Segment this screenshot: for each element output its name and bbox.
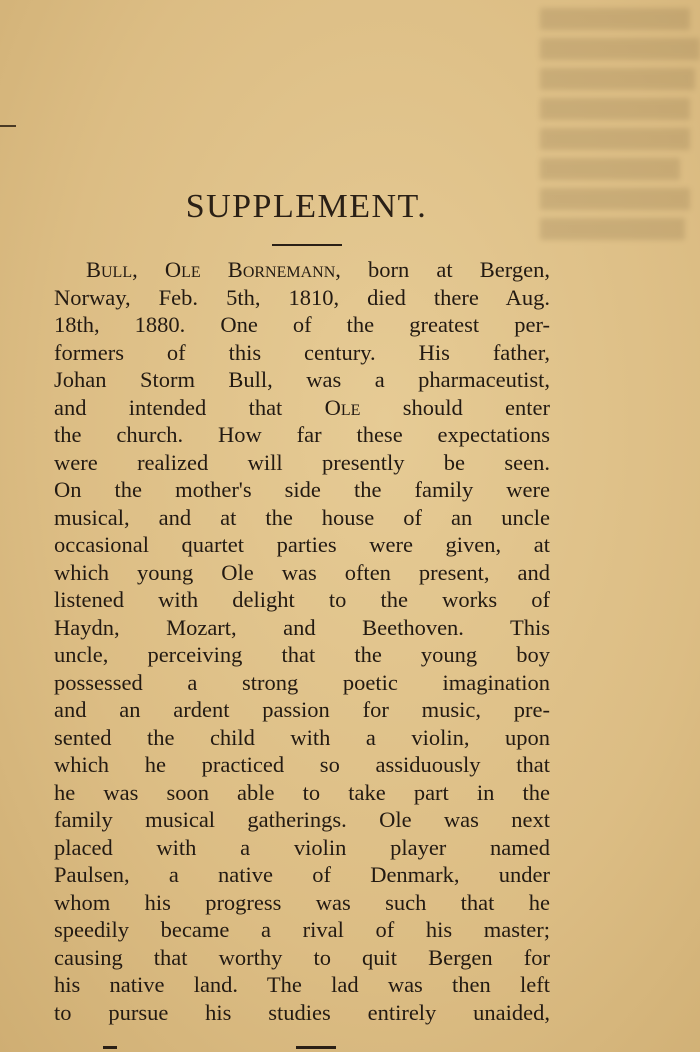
text-line: which he practiced so assiduously that [54, 752, 550, 777]
text-line: occasional quartet parties were given, at [54, 532, 550, 557]
text-line: were realized will presently be seen. [54, 449, 550, 475]
title-rule [272, 244, 342, 246]
headword: Bull, Ole Bornemann, [86, 257, 341, 282]
text-line: 18th, 1880. One of the greatest per- [54, 312, 550, 337]
text-line: placed with a violin player named [54, 834, 550, 860]
text-line: family musical gatherings. Ole was next [54, 807, 550, 832]
text-line: possessed a strong poetic imagination [54, 669, 550, 695]
text-line: musical, and at the house of an uncle [54, 504, 550, 530]
cut-off-footer [0, 1044, 700, 1052]
text-line: his native land. The lad was then left [54, 972, 550, 997]
text-line: listened with delight to the works of [54, 587, 550, 612]
text-line: to pursue his studies entirely unaided, [54, 999, 550, 1025]
page-title: SUPPLEMENT. [185, 188, 428, 225]
text-line: he was soon able to take part in the [54, 779, 550, 805]
text-line: whom his progress was such that he [54, 889, 550, 915]
edge-mark [0, 125, 16, 127]
text-line: Johan Storm Bull, was a pharmaceutist, [54, 367, 550, 392]
text-line: which young Ole was often present, and [54, 559, 550, 585]
text-line: sented the child with a violin, upon [54, 724, 550, 750]
text-line: and an ardent passion for music, pre- [54, 697, 550, 722]
text-line: On the mother's side the family were [54, 477, 550, 502]
text-line: the church. How far these expectations [54, 422, 550, 447]
text-line: speedily became a rival of his master; [54, 917, 550, 942]
inline-name: Ole [324, 394, 361, 420]
text-line-1: Bull, Ole Bornemann, born at Bergen, [86, 257, 550, 282]
body-text [54, 256, 550, 1026]
text-line: Norway, Feb. 5th, 1810, died there Aug. [54, 284, 550, 310]
text-line-6: and intended that Ole should enter [54, 394, 551, 420]
text-line: causing that worthy to quit Bergen for [54, 944, 550, 970]
text-line: formers of this century. His father, [54, 339, 550, 365]
text-line: uncle, perceiving that the young boy [54, 642, 550, 667]
text-line: Paulsen, a native of Denmark, under [54, 862, 550, 887]
text-line: Haydn, Mozart, and Beethoven. This [54, 614, 550, 640]
